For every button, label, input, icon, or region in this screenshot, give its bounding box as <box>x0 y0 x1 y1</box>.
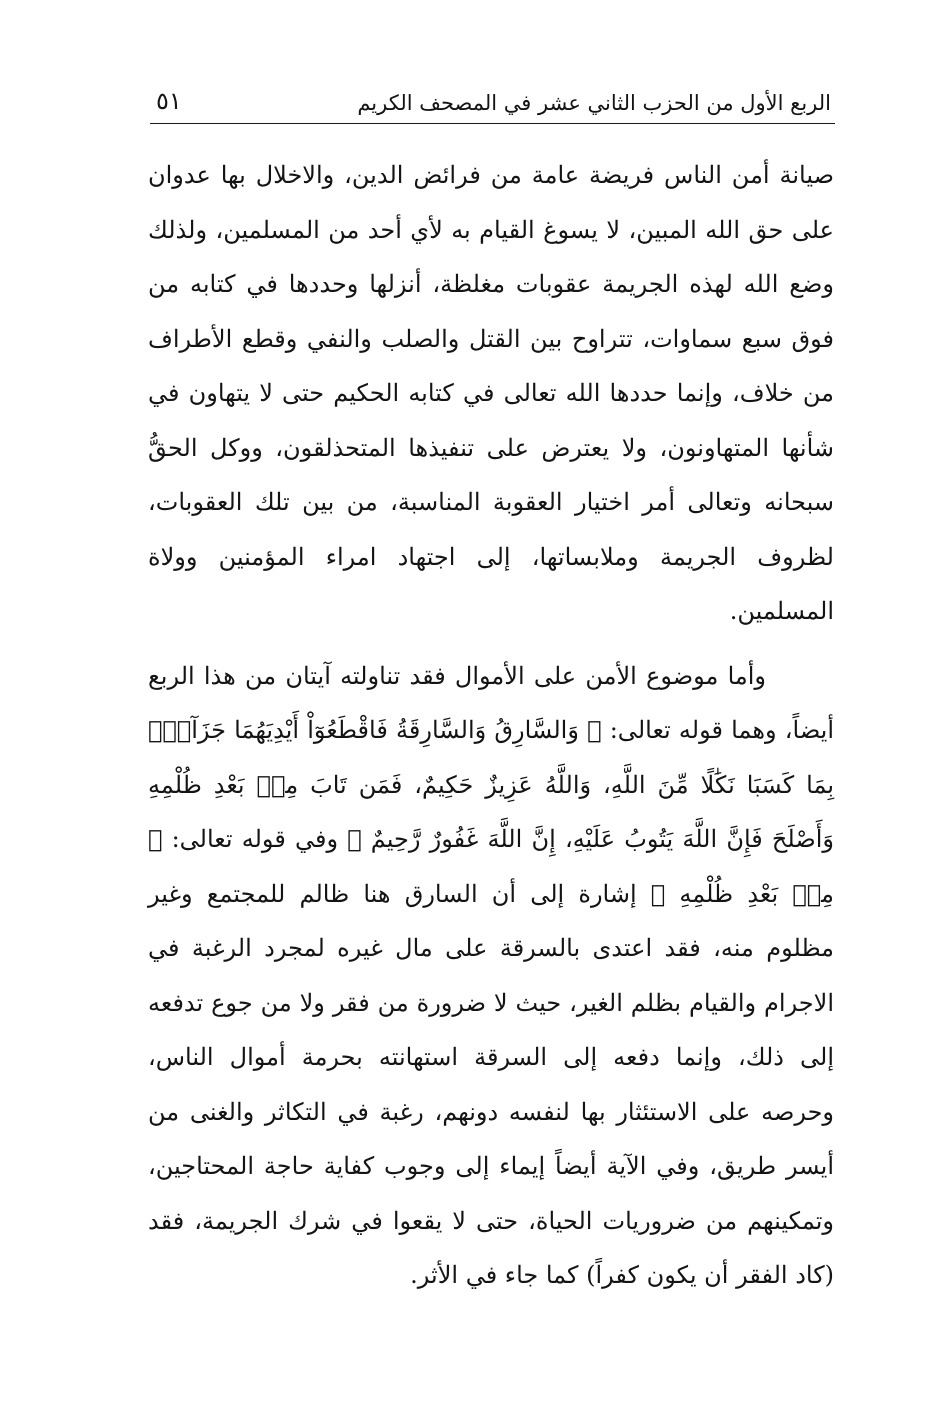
paragraph-security-of-people: صيانة أمن الناس فريضة عامة من فرائض الدين، والاخلال بها عدوان على حق الله المبين، لا يسوغ القيام به لأي أحد من المسلمين، ولذلك وضع الله لهذه الجريمة عقوبات مغلظة، أنزلها وحددها في كتابه من فوق سبع سماوات، تتراوح بين القتل والصلب والنفي وقطع الأطراف من خلاف، وإنما حددها الله تعالى في كتابه الحكيم حتى لا يتهاون في شأنها المتهاونون، ولا يعترض على تنفيذها المتحذلقون، ووكل الحقُّ سبحانه وتعالى أمر اختيار العقوبة المناسبة، من بين تلك العقوبات، لظروف الجريمة وملابساتها، إلى اجتهاد امراء المؤمنين وولاة المسلمين. <box>148 161 834 625</box>
page-number: ٥١ <box>156 87 182 115</box>
header-title: الربع الأول من الحزب الثاني عشر في المصحف الكريم <box>357 91 831 115</box>
running-header <box>150 86 835 126</box>
paragraph-security-of-property: وأما موضوع الأمن على الأموال فقد تناولته آيتان من هذا الربع أيضاً، وهما قوله تعالى: ﴿ وَالسَّارِقُ وَالسَّارِقَةُ فَاقْطَعُوٓاْ أَيْدِيَهُمَا جَزَآءَۢ بِمَا كَسَبَا نَكَٰلًا مِّنَ اللَّهِ، وَاللَّهُ عَزِيزٌ حَكِيمٌ، فَمَن تَابَ مِنۢ بَعْدِ ظُلْمِهِ وَأَصْلَحَ فَإِنَّ اللَّهَ يَتُوبُ عَلَيْهِ، إِنَّ اللَّهَ غَفُورٌ رَّحِيمٌ ﴾ وفي قوله تعالى: ﴿ مِنۢ بَعْدِ ظُلْمِهِ ﴾ إشارة إلى أن السارق هنا ظالم للمجتمع وغير مظلوم منه، فقد اعتدى بالسرقة على مال غيره لمجرد الرغبة في الاجرام والقيام بظلم الغير، حيث لا ضرورة من فقر ولا من جوع تدفعه إلى ذلك، وإنما دفعه إلى السرقة استهانته بحرمة أموال الناس، وحرصه على الاستئثار بها لنفسه دونهم، رغبة في التكاثر والغنى من أيسر طريق، وفي الآية أيضاً إيماء إلى وجوب كفاية حاجة المحتاجين، وتمكينهم من ضروريات الحياة، حتى لا يقعوا في شرك الجريمة، فقد (كاد الفقر أن يكون كفراً) كما جاء في الأثر. <box>148 661 834 1289</box>
body-text <box>148 148 834 1303</box>
header-rule <box>150 123 835 124</box>
